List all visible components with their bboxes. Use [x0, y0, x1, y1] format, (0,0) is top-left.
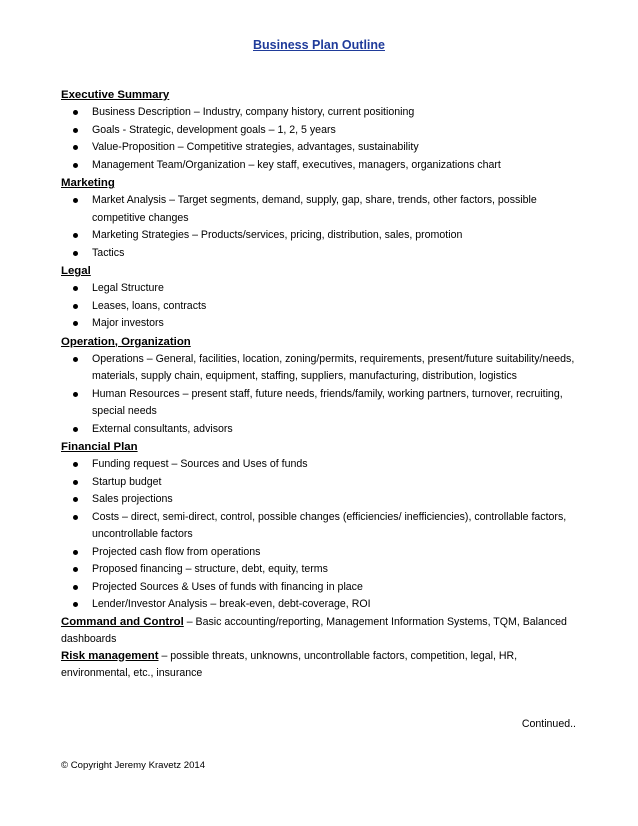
list-item-text: Business Description – Industry, company history, current positioning	[92, 106, 415, 118]
list-item	[61, 509, 581, 544]
list-item-text: Goals - Strategic, development goals – 1, 2, 5 years	[92, 123, 336, 136]
section-heading: Legal	[61, 265, 91, 277]
page-title: Business Plan Outline	[253, 38, 385, 52]
list-item-text: Costs – direct, semi-direct, control, possible changes (efficiencies/ inefficiencies), controllable factors, uncontrollable factors	[92, 510, 567, 540]
list-item	[61, 421, 581, 439]
list-item-text: Management Team/Organization – key staff, executives, managers, organizations chart	[92, 158, 501, 171]
bullet-icon	[73, 357, 78, 362]
outline-sections	[61, 86, 581, 614]
bullet-icon	[73, 567, 78, 572]
list-item-text: Proposed financing – structure, debt, equity, terms	[92, 563, 328, 575]
list-item	[61, 544, 581, 562]
list-item	[61, 456, 581, 474]
bullet-icon	[73, 251, 78, 256]
list-item	[61, 298, 581, 316]
list-item-text: Projected Sources & Uses of funds with financing in place	[92, 580, 363, 593]
list-item	[61, 491, 581, 509]
list-item-text: Tactics	[92, 246, 125, 259]
list-item	[61, 122, 581, 140]
bullet-icon	[73, 497, 78, 502]
risk-management-text: – possible threats, unknowns, uncontrollable factors, competition, legal, HR, environmental, etc., insurance	[61, 649, 518, 679]
list-item	[61, 192, 581, 227]
copyright-footer: © Copyright Jeremy Kravetz 2014	[61, 760, 206, 771]
list-item-text: Major investors	[92, 317, 164, 329]
list-item	[61, 104, 581, 122]
outline-content	[61, 86, 581, 682]
section-list	[61, 280, 581, 333]
list-item-text: Funding request – Sources and Uses of funds	[92, 458, 308, 470]
bullet-icon	[73, 286, 78, 291]
list-item-text: Projected cash flow from operations	[92, 545, 261, 558]
list-item	[61, 474, 581, 492]
section-list	[61, 351, 581, 439]
command-and-control-text: – Basic accounting/reporting, Management Information Systems, TQM, Balanced dashboards	[61, 615, 567, 645]
section-heading: Financial Plan	[61, 441, 138, 453]
section-list	[61, 104, 581, 174]
list-item-text: External consultants, advisors	[92, 422, 233, 435]
list-item-text: Marketing Strategies – Products/services, pricing, distribution, sales, promotion	[92, 229, 463, 241]
list-item	[61, 561, 581, 579]
list-item-text: Legal Structure	[92, 282, 164, 294]
bullet-icon	[73, 233, 78, 238]
bullet-icon	[73, 602, 78, 607]
command-and-control-paragraph	[61, 614, 581, 648]
section-heading: Operation, Organization	[61, 335, 191, 348]
bullet-icon	[73, 163, 78, 168]
list-item	[61, 386, 581, 421]
continued-note: Continued..	[521, 718, 576, 730]
list-item	[61, 351, 581, 386]
bullet-icon	[73, 462, 78, 467]
bullet-icon	[73, 321, 78, 326]
list-item	[61, 139, 581, 157]
risk-management-heading: Risk management	[61, 649, 159, 662]
list-item-text: Sales projections	[92, 493, 173, 505]
list-item	[61, 315, 581, 333]
list-item	[61, 280, 581, 298]
list-item	[61, 245, 581, 263]
list-item-text: Lender/Investor Analysis – break-even, debt-coverage, ROI	[92, 598, 371, 610]
list-item-text: Market Analysis – Target segments, demand, supply, gap, share, trends, other factors, possible competitive changes	[92, 194, 537, 224]
bullet-icon	[73, 585, 78, 590]
bullet-icon	[73, 480, 78, 485]
list-item-text: Value-Proposition – Competitive strategies, advantages, sustainability	[92, 141, 419, 153]
list-item	[61, 596, 581, 614]
bullet-icon	[73, 304, 78, 309]
bullet-icon	[73, 550, 78, 555]
list-item-text: Operations – General, facilities, location, zoning/permits, requirements, present/future suitability/needs, materials, supply chain, equipment, staffing, suppliers, manufacturing, distribution, logistics	[92, 352, 575, 382]
bullet-icon	[73, 145, 78, 150]
bullet-icon	[73, 128, 78, 133]
bullet-icon	[73, 515, 78, 520]
risk-management-paragraph	[61, 648, 581, 682]
list-item	[61, 227, 581, 245]
command-and-control-heading: Command and Control	[61, 615, 184, 628]
list-item-text: Leases, loans, contracts	[92, 299, 207, 312]
bullet-icon	[73, 198, 78, 203]
list-item	[61, 157, 581, 175]
section-heading: Executive Summary	[61, 89, 170, 101]
list-item	[61, 579, 581, 597]
section-list	[61, 456, 581, 614]
bullet-icon	[73, 392, 78, 397]
section-heading: Marketing	[61, 177, 115, 189]
list-item-text: Startup budget	[92, 475, 162, 488]
list-item-text: Human Resources – present staff, future needs, friends/family, working partners, turnover, recruiting, special needs	[92, 387, 563, 417]
bullet-icon	[73, 110, 78, 115]
section-list	[61, 192, 581, 262]
bullet-icon	[73, 427, 78, 432]
